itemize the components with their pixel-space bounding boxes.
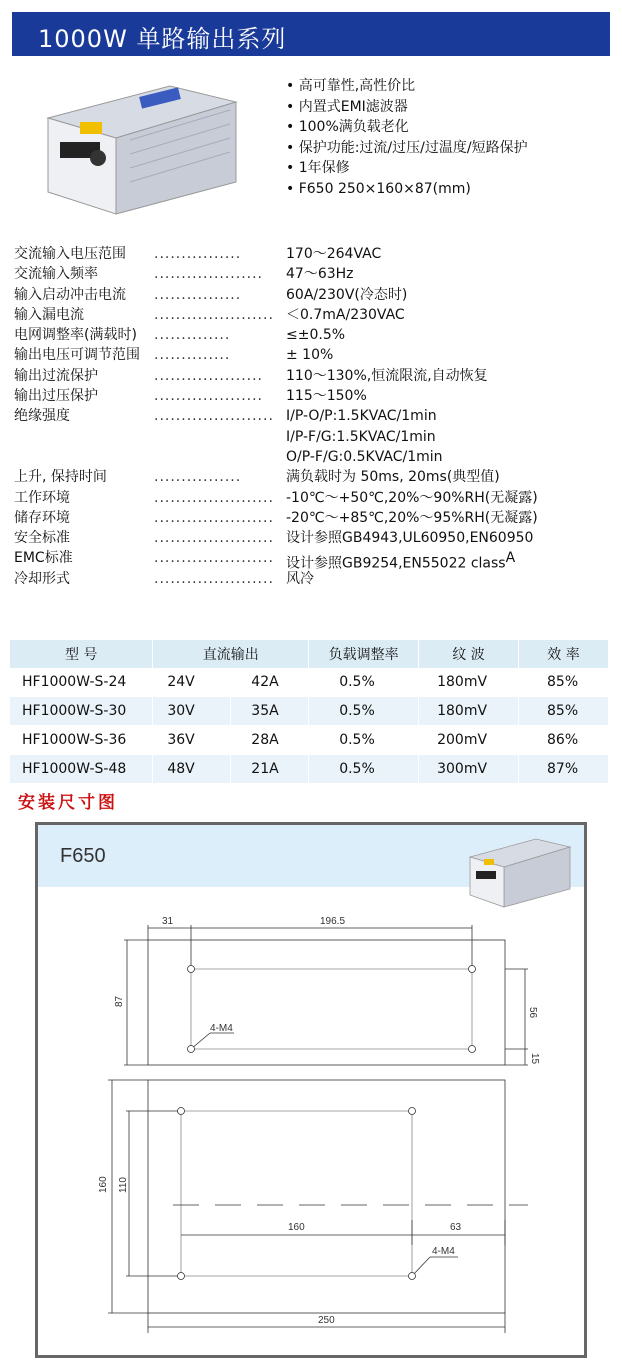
feature-item: • 100%满负载老化 [286,117,528,138]
table-row [10,697,609,726]
spec-row [14,305,614,325]
model-table [10,640,609,784]
feature-item: • 内置式EMI滤波器 [286,97,528,118]
spec-label: 输入启动冲击电流 [14,286,126,303]
spec-dots: .................... [154,388,264,405]
spec-dots: ................ [154,286,242,303]
cell-ripple: 300mV [419,755,519,784]
dim-56: 56 [527,1007,538,1019]
spec-label: 电网调整率(满载时) [14,327,137,344]
spec-dots: ...................... [154,408,274,425]
cell-voltage: 36V [153,726,231,755]
spec-value: O/P-F/G:0.5KVAC/1min [286,448,443,465]
dim-160-height: 160 [98,1176,109,1193]
spec-value: 60A/230V(冷态时) [286,286,408,303]
spec-value: 115～150% [286,388,367,405]
spec-dots: ...................... [154,509,274,526]
dim-196-5: 196.5 [320,916,346,927]
cell-efficiency: 86% [519,726,609,755]
spec-label: 输出过压保护 [14,388,98,405]
bottom-view-holes [178,1108,416,1280]
bottom-view [108,1080,528,1333]
mount-hole [188,966,195,973]
top-view-holes [188,966,476,1053]
top-view-outline [148,940,505,1065]
spec-value: 满负载时为 50ms, 20ms(典型值) [286,469,500,486]
mount-hole [188,1046,195,1053]
spec-value: 风冷 [286,570,314,587]
spec-label: 储存环境 [14,509,70,526]
table-row [10,668,609,697]
table-header-row [10,640,609,668]
case-model-code: F650 [60,845,106,867]
spec-row [14,528,614,548]
dim-110: 110 [118,1177,129,1193]
dim-160-width: 160 [288,1222,305,1233]
spec-label: 交流输入电压范围 [14,246,126,262]
header-model: 型 号 [10,640,153,668]
spec-list [14,244,614,589]
cell-voltage: 30V [153,697,231,726]
spec-row [14,569,614,589]
spec-row [14,427,614,447]
spec-row [14,447,614,467]
cell-efficiency: 85% [519,668,609,697]
cell-model: HF1000W-S-30 [10,697,153,726]
header-ripple: 纹 波 [419,640,519,668]
spec-row [14,345,614,365]
cell-load-regulation: 0.5% [309,726,419,755]
cell-load-regulation: 0.5% [309,755,419,784]
header-efficiency: 效 率 [519,640,609,668]
spec-label: 输入漏电流 [14,306,84,323]
spec-value: -20℃～+85℃,20%～95%RH(无凝露) [286,509,538,526]
emc-value-text: 设计参照GB9254,EN55022 class [286,556,506,573]
spec-row [14,548,614,573]
spec-dots: ...................... [154,489,274,506]
cell-load-regulation: 0.5% [309,668,419,697]
label-4-m4-bottom: 4-M4 [432,1246,455,1257]
spec-dots: ................ [154,246,242,262]
spec-dots: .................... [154,367,264,384]
spec-label: EMC标准 [14,550,73,567]
spec-value: ≤±0.5% [286,327,346,344]
spec-dots: .................... [154,266,264,283]
mount-hole [469,1046,476,1053]
cell-efficiency: 87% [519,755,609,784]
cell-current: 21A [231,755,309,784]
cell-ripple: 180mV [419,697,519,726]
spec-value: 170～264VAC [286,246,382,262]
mount-hole [469,966,476,973]
spec-dots: ...................... [154,550,274,567]
spec-label: 安全标准 [14,530,70,547]
cell-current: 28A [231,726,309,755]
dim-31: 31 [162,916,174,927]
cell-load-regulation: 0.5% [309,697,419,726]
spec-row [14,467,614,487]
spec-row [14,366,614,386]
dim-63: 63 [450,1222,462,1233]
table-row [10,726,609,755]
spec-dots: .............. [154,347,231,364]
title-bar [12,12,610,56]
spec-label: 绝缘强度 [14,408,70,425]
spec-row [14,488,614,508]
spec-label: 工作环境 [14,489,70,506]
cell-ripple: 200mV [419,726,519,755]
table-row [10,755,609,784]
spec-dots: ...................... [154,530,274,547]
header-dc-output: 直流输出 [153,640,309,668]
spec-row [14,406,614,426]
spec-value: 设计参照GB4943,UL60950,EN60950 [286,530,534,547]
spec-value: 110～130%,恒流限流,自动恢复 [286,367,488,384]
spec-label: 上升, 保持时间 [14,469,107,486]
feature-item: • 1年保修 [286,158,528,179]
cell-voltage: 48V [153,755,231,784]
spec-label: 输出电压可调节范围 [14,347,140,364]
cell-voltage: 24V [153,668,231,697]
feature-item: • F650 250×160×87(mm) [286,179,528,200]
bottom-view-outline [148,1080,505,1313]
spec-row [14,264,614,284]
cell-model: HF1000W-S-36 [10,726,153,755]
product-photo [40,78,240,218]
mount-hole [409,1273,416,1280]
spec-value: ＜0.7mA/230VAC [286,306,405,323]
mount-hole [409,1108,416,1115]
top-view [124,925,528,1065]
dimension-drawing-frame [35,822,587,1358]
feature-item: • 保护功能:过流/过压/过温度/短路保护 [286,138,528,159]
spec-dots: ...................... [154,306,274,323]
spec-value: I/P-O/P:1.5KVAC/1min [286,408,437,425]
spec-row [14,386,614,406]
spec-label: 冷却形式 [14,570,70,587]
spec-label: 交流输入频率 [14,266,98,283]
page-title: 1000W 单路输出系列 [38,25,287,53]
spec-value: -10℃～+50℃,20%～90%RH(无凝露) [286,489,538,506]
spec-row [14,285,614,305]
mount-hole [178,1273,185,1280]
spec-row [14,325,614,345]
dim-250: 250 [318,1315,335,1326]
spec-dots: ...................... [154,570,274,587]
cell-current: 42A [231,668,309,697]
cell-model: HF1000W-S-24 [10,668,153,697]
spec-value: I/P-F/G:1.5KVAC/1min [286,428,436,445]
feature-item: • 高可靠性,高性价比 [286,76,528,97]
header-load-regulation: 负载调整率 [309,640,419,668]
cell-ripple: 180mV [419,668,519,697]
cell-current: 35A [231,697,309,726]
dimension-drawing [38,825,584,1355]
spec-dots: ................ [154,469,242,486]
spec-value: 47～63Hz [286,266,354,283]
spec-dots: .............. [154,327,231,344]
spec-row [14,244,614,264]
installation-dimensions-title: 安装尺寸图 [18,793,118,813]
emc-class-superscript: A [505,550,516,567]
spec-label: 输出过流保护 [14,367,98,384]
feature-list [286,76,528,199]
spec-value: ± 10% [286,347,334,364]
label-4-m4-top: 4-M4 [210,1023,233,1034]
mount-hole [178,1108,185,1115]
dim-15: 15 [529,1053,540,1065]
cell-efficiency: 85% [519,697,609,726]
spec-row [14,508,614,528]
cell-model: HF1000W-S-48 [10,755,153,784]
dim-87: 87 [114,995,125,1007]
